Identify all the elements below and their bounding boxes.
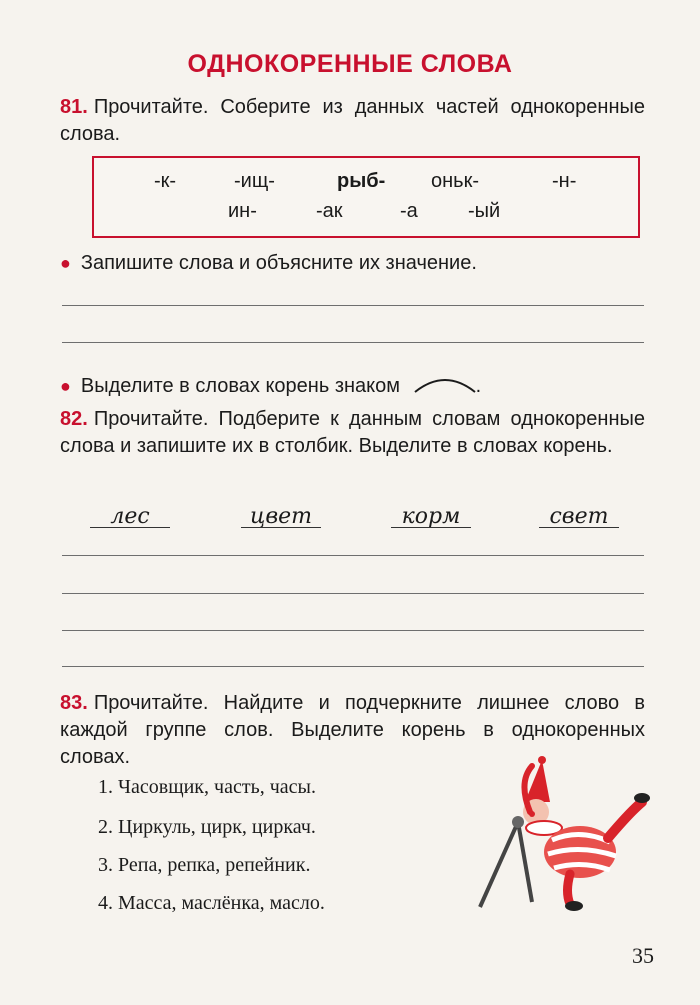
writing-line — [62, 555, 644, 556]
morpheme: оньк- — [431, 170, 479, 192]
writing-line — [62, 342, 644, 343]
given-word: свет — [549, 504, 609, 529]
word-underline — [241, 527, 321, 528]
given-word: корм — [401, 504, 461, 529]
given-word: цвет — [249, 504, 313, 529]
morpheme: -ак — [316, 200, 343, 222]
page-title: ОДНОКОРЕННЫЕ СЛОВА — [187, 50, 513, 78]
bullet-icon: ● — [60, 253, 71, 273]
bullet-text: Запишите слова и объясните их значение. — [80, 252, 477, 274]
writing-line — [62, 630, 644, 631]
word-group: 4. Масса, маслёнка, масло. — [98, 892, 325, 914]
bullet-icon: ● — [60, 376, 71, 396]
morpheme: ин- — [228, 200, 257, 222]
writing-line — [62, 305, 644, 306]
page-number: 35 — [632, 943, 654, 968]
given-word: лес — [110, 504, 150, 529]
exercise-82-task — [60, 406, 645, 460]
morpheme: -а — [400, 200, 418, 222]
bullet-mark-root: ● Выделите в словах корень знаком . — [60, 372, 481, 398]
morpheme: -ый — [468, 200, 501, 222]
word-group: 1. Часовщик, часть, часы. — [98, 776, 316, 798]
exercise-83-text: Прочитайте. Найдите и подчеркните лишнее слово в каждой группе слов. Выделите корень в однокоренных словах. — [60, 692, 645, 768]
word-underline — [391, 527, 471, 528]
root-arc-icon — [412, 372, 478, 394]
exercise-81-task — [60, 94, 645, 148]
word-group: 3. Репа, репка, репейник. — [98, 854, 311, 876]
exercise-81-text: Прочитайте. Соберите из данных частей однокоренные слова. — [60, 96, 645, 145]
exercise-83-number: 83. — [60, 692, 88, 714]
morpheme: -н- — [552, 170, 577, 192]
writing-line — [62, 666, 644, 667]
morpheme: рыб- — [337, 170, 386, 192]
clown-with-compass-icon — [470, 752, 650, 912]
exercise-81-number: 81. — [60, 96, 88, 118]
bullet-text: Выделите в словах корень знаком — [80, 375, 401, 397]
word-underline — [539, 527, 619, 528]
morpheme: -к- — [154, 170, 177, 192]
morpheme-box — [92, 156, 640, 238]
exercise-82-text: Прочитайте. Подберите к данным словам однокоренные слова и запишите их в столбик. Выделите в словах корень. — [60, 408, 645, 457]
word-group: 2. Циркуль, цирк, циркач. — [98, 816, 316, 838]
bullet-write-words — [60, 252, 477, 275]
word-underline — [90, 527, 170, 528]
writing-line — [62, 593, 644, 594]
exercise-82-number: 82. — [60, 408, 88, 430]
morpheme: -ищ- — [234, 170, 275, 192]
